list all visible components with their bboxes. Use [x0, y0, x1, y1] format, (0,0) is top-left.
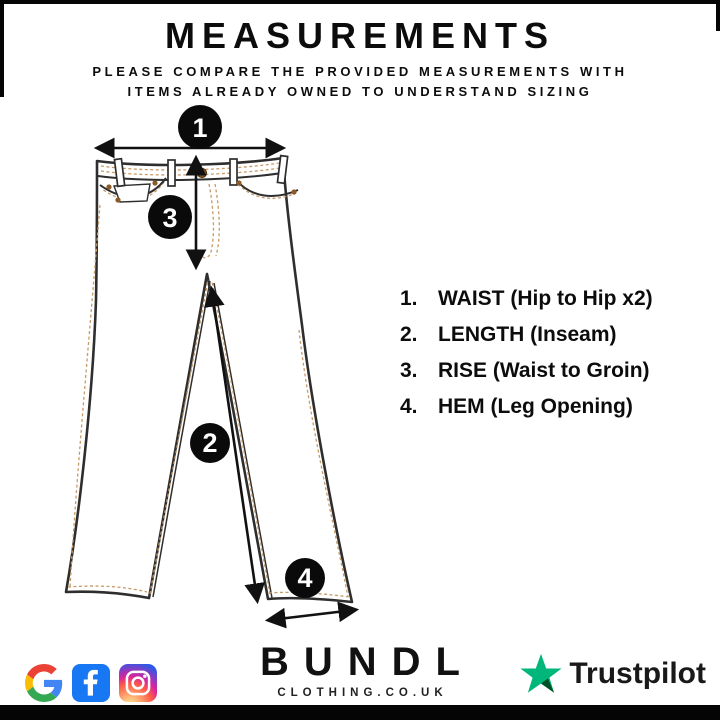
- legend-label: LENGTH (Inseam): [438, 323, 617, 346]
- legend-num: 3.: [400, 359, 418, 382]
- page-title: MEASUREMENTS: [164, 15, 556, 56]
- brand-name: BUNDL: [260, 640, 475, 684]
- legend-label: WAIST (Hip to Hip x2): [438, 287, 653, 310]
- trustpilot-logo: [519, 652, 706, 696]
- measurement-legend: [400, 287, 705, 431]
- trustpilot-star-icon: [519, 652, 563, 696]
- hem-arrow: [270, 610, 354, 620]
- badge-2: 2: [202, 428, 218, 458]
- jeans-outline: [66, 158, 352, 602]
- legend-item-length: [400, 323, 705, 347]
- legend-label: HEM (Leg Opening): [438, 395, 633, 418]
- brand-domain: CLOTHING.CO.UK: [277, 687, 448, 699]
- legend-item-waist: [400, 287, 705, 311]
- legend-item-rise: [400, 359, 705, 383]
- subtitle-line-1: PLEASE COMPARE THE PROVIDED MEASUREMENTS WITH: [92, 63, 628, 79]
- jeans-button: [198, 169, 207, 178]
- trustpilot-label: Trustpilot: [569, 657, 706, 690]
- page-subtitle: [0, 62, 720, 102]
- legend-item-hem: [400, 395, 705, 419]
- badge-3: 3: [162, 203, 178, 233]
- frame-top-line: [0, 0, 720, 4]
- jeans-measurement-diagram: [40, 100, 400, 640]
- legend-num: 2.: [400, 323, 418, 346]
- badge-4: 4: [297, 563, 313, 593]
- badge-1: 1: [192, 113, 208, 143]
- subtitle-line-2: ITEMS ALREADY OWNED TO UNDERSTAND SIZING: [127, 83, 593, 99]
- legend-label: RISE (Waist to Groin): [438, 359, 650, 382]
- header: [0, 16, 720, 102]
- legend-num: 4.: [400, 395, 418, 418]
- legend-num: 1.: [400, 287, 418, 310]
- frame-bottom-bar: [0, 705, 720, 720]
